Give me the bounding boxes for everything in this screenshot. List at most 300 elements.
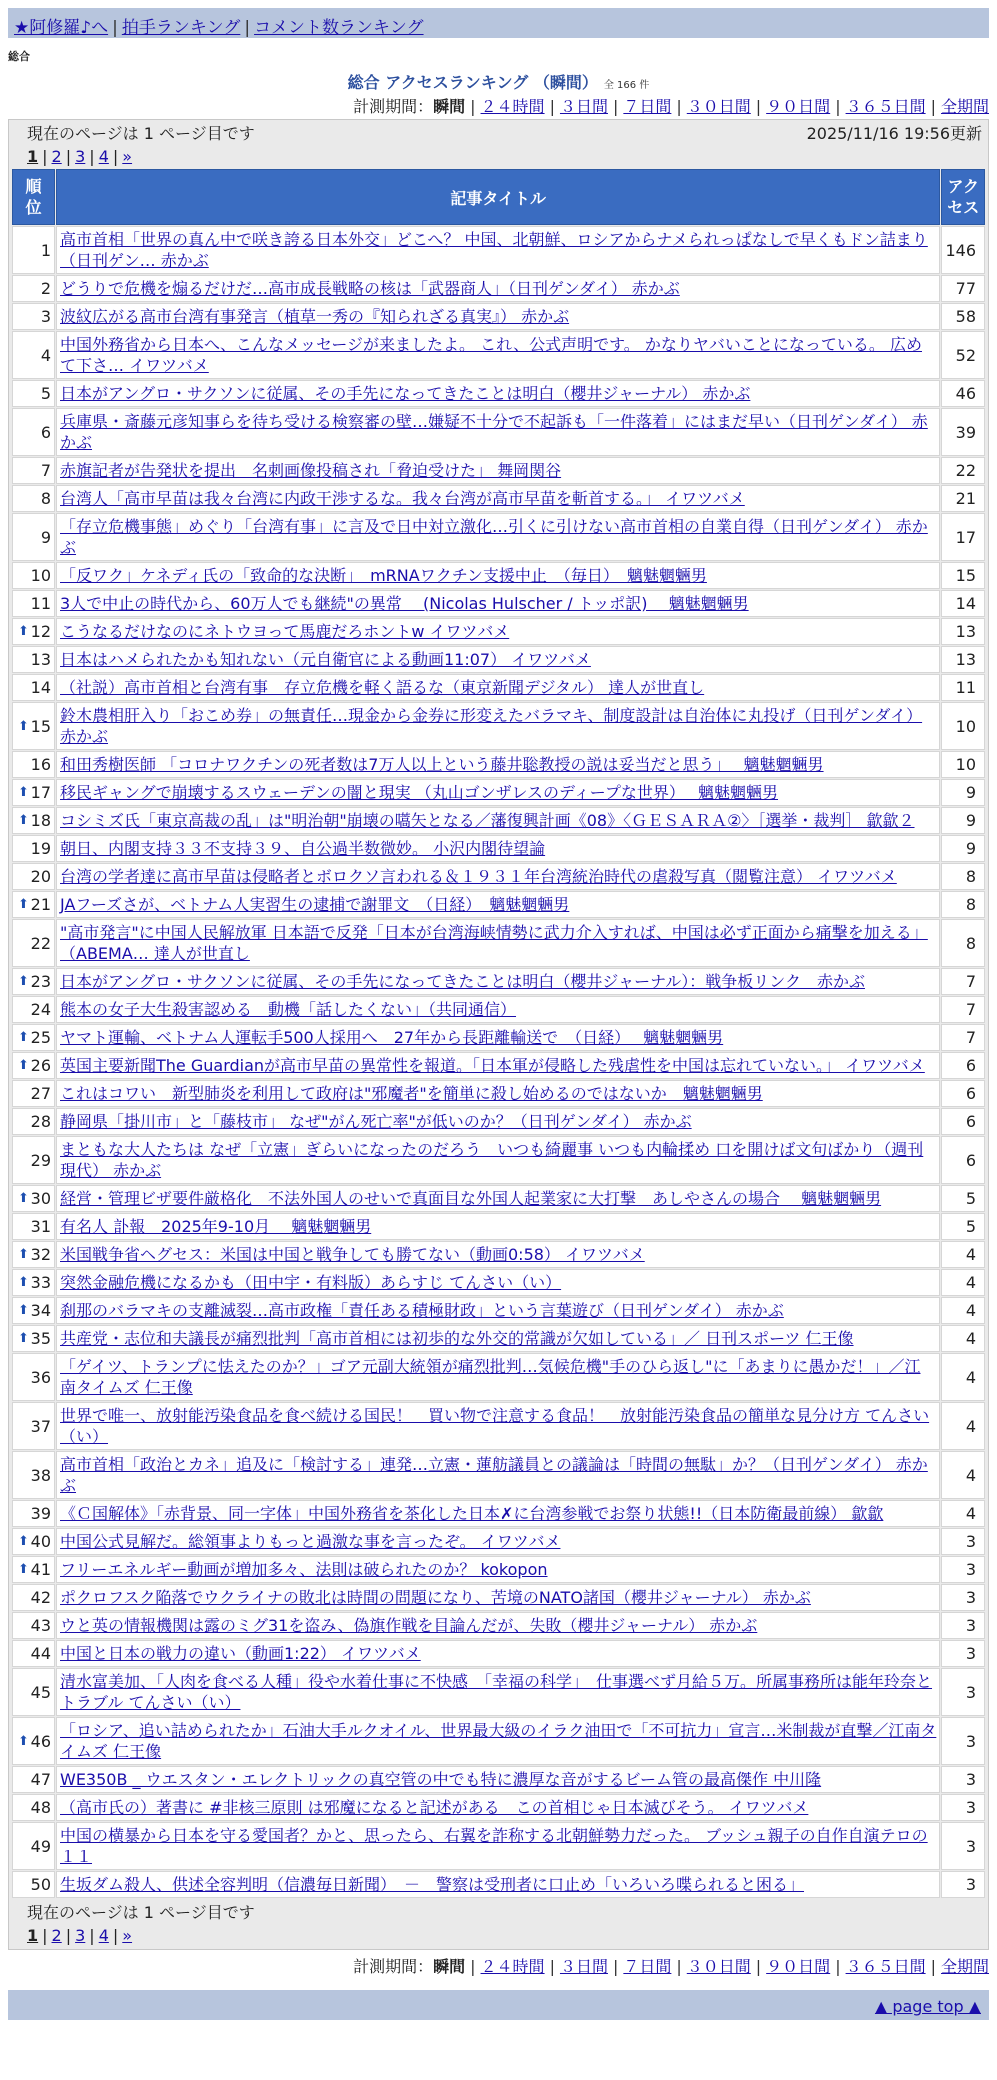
article-link[interactable]: 高市首相「政治とカネ」追及に「検討する」連発…立憲・蓮舫議員との議論は「時間の無駄」か？（日刊ゲンダイ） 赤かぶ [60,1455,928,1495]
table-header-row [12,169,985,225]
title-cell [56,702,940,750]
rank-up-icon: ⬆ [18,1191,29,1206]
rank-up-icon: ⬆ [18,1247,29,1262]
title-cell [56,1528,940,1555]
pager-page-2-bottom[interactable]: 2 [51,1925,62,1945]
rank-cell [12,1640,55,1667]
rank-number: 25 [30,1028,51,1047]
rank-cell [12,1297,55,1324]
title-cell [56,1353,940,1401]
title-cell [56,1668,940,1716]
table-row [12,968,985,995]
title-cell [56,1108,940,1135]
article-link[interactable]: 中国と日本の戦力の違い（動画1:22） イワツバメ [60,1644,421,1663]
rank-number: 49 [30,1836,51,1856]
rank-cell [12,1451,55,1499]
page-info: 現在のページは 1 ページ目です [27,123,255,143]
pager-current: 1 [27,146,39,166]
rank-number: 19 [30,839,51,858]
article-link[interactable]: 「存立危機事態」めぐり「台湾有事」に言及で日中対立激化…引くに引けない高市首相の自業自得（日刊ゲンダイ） 赤かぶ [60,517,928,557]
rank-cell [12,1136,55,1184]
period-option-5-bottom[interactable]: ３６５日間 [845,1957,926,1976]
period-option-3[interactable]: ３０日間 [686,97,751,116]
pager-page-4-bottom[interactable]: 4 [98,1925,109,1945]
table-row [12,1185,985,1212]
pager-sep: | [89,146,95,166]
title-cell [56,1024,940,1051]
rank-cell [12,1871,55,1898]
period-sep: | [835,1957,841,1976]
title-cell [56,1822,940,1870]
rank-number: 30 [30,1189,51,1208]
period-option-0[interactable]: ２４時間 [480,97,545,116]
pager-sep: | [42,1925,48,1945]
article-link[interactable]: JAフーズさが、ベトナム人実習生の逮捕で謝罪文 （日経） 魑魅魍魎男 [60,895,570,914]
pager-next[interactable]: » [122,146,133,166]
rank-cell [12,968,55,995]
period-label: 計測期間： [353,97,434,116]
rank-cell [12,1668,55,1716]
table-row [12,1024,985,1051]
article-link[interactable]: 日本がアングロ・サクソンに従属、その手先になってきたことは明白（櫻井ジャーナル）：戦争板リンク 赤かぶ [60,972,865,991]
period-sep: | [612,1957,619,1976]
rank-cell [12,702,55,750]
title-cell [56,1136,940,1184]
title-cell [56,1402,940,1450]
hits-cell: 21 [941,485,985,512]
title-cell [56,562,940,589]
rank-up-icon: ⬆ [18,1331,29,1346]
title-cell [56,1556,940,1583]
rank-cell [12,891,55,918]
hits-cell: 4 [941,1402,985,1450]
hits-cell: 77 [941,275,985,302]
table-row [12,618,985,645]
rank-cell [12,779,55,806]
article-link[interactable]: 《Ｃ国解体》「赤背景、同一字体」中国外務省を茶化した日本✗に台湾参戦でお祭り状態!!（日本防衛最前線） 歙歙 [60,1504,884,1523]
period-sep: | [470,97,476,116]
hits-cell: 13 [941,646,985,673]
rank-number: 39 [30,1504,51,1523]
page-top-link[interactable]: ▲ page top ▲ [874,1997,981,2016]
hits-cell: 4 [941,1297,985,1324]
clap-ranking-link[interactable]: 拍手ランキング [121,18,241,38]
period-option-2-bottom[interactable]: ７日間 [623,1957,672,1976]
title-cell [56,618,940,645]
title-cell [56,1451,940,1499]
table-row [12,646,985,673]
hits-cell: 7 [941,1024,985,1051]
table-row [12,513,985,561]
article-link[interactable]: 熊本の女子大生殺害認める 動機「話したくない」（共同通信） [60,1000,517,1019]
rank-up-icon: ⬆ [18,1303,29,1318]
rank-number: 17 [30,783,51,802]
title-cell [56,226,940,274]
hits-cell: 14 [941,590,985,617]
period-option-0-bottom[interactable]: ２４時間 [480,1957,545,1976]
article-link[interactable]: 日本はハメられたかも知れない（元自衛官による動画11:07） イワツバメ [60,650,591,669]
title-cell [56,1794,940,1821]
rank-number: 35 [30,1329,51,1348]
hits-cell: 10 [941,751,985,778]
article-link[interactable]: 日本がアングロ・サクソンに従属、その手先になってきたことは明白（櫻井ジャーナル） 赤かぶ [60,384,751,403]
rank-number: 13 [30,650,51,669]
article-link[interactable]: 生坂ダム殺人、供述全容判明（信濃毎日新聞） － 警察は受刑者に口止め「いろいろ喋られると困る」 [60,1875,805,1894]
article-link[interactable]: ヤマト運輸、ベトナム人運転手500人採用へ 27年から長距離輸送で （日経） 魑魅魍魎男 [60,1028,724,1047]
title-cell [56,919,940,967]
rank-cell [12,303,55,330]
period-sep: | [549,97,555,116]
rank-number: 26 [30,1056,51,1075]
title-cell [56,891,940,918]
article-link[interactable]: 米国戦争省ヘグセス：米国は中国と戦争しても勝てない（動画0:58） イワツバメ [60,1245,645,1264]
rank-cell [12,863,55,890]
article-link[interactable]: 移民ギャングで崩壊するスウェーデンの闇と現実 （丸山ゴンザレスのディープな世界） 魑魅魍魎男 [60,783,779,802]
rank-number: 43 [30,1616,51,1635]
rank-up-icon: ⬆ [18,624,29,639]
article-link[interactable]: 朝日、内閣支持３３不支持３９、自公過半数微妙。 小沢内閣待望論 [60,839,546,858]
hits-cell: 7 [941,996,985,1023]
title-cell [56,1766,940,1793]
period-sep: | [676,97,682,116]
article-link[interactable]: 高市首相「世界の真ん中で咲き誇る日本外交」どこへ？ 中国、北朝鮮、ロシアからナメられっぱなしで早くもドン詰まり（日刊ゲン… 赤かぶ [60,230,928,270]
table-row [12,331,985,379]
rank-cell [12,457,55,484]
pager-bottom [11,1923,986,1947]
article-link[interactable]: （社説）高市首相と台湾有事 存立危機を軽く語るな（東京新聞デジタル） 達人が世直し [60,678,705,697]
hits-cell: 4 [941,1241,985,1268]
article-link[interactable]: これはコワい 新型肺炎を利用して政府は"邪魔者"を簡単に殺し始めるのではないか 魑魅魍魎男 [60,1084,763,1103]
period-sep: | [930,1957,936,1976]
rank-cell [12,275,55,302]
title-cell [56,331,940,379]
pager-sep: | [65,1925,72,1945]
updated-time: 2025/11/16 19:56更新 [806,123,982,143]
rank-number: 18 [30,811,51,830]
table-row [12,1402,985,1450]
table-row [12,562,985,589]
rank-number: 27 [30,1084,51,1103]
table-row [12,380,985,407]
rank-cell [12,1325,55,1352]
period-option-6-bottom[interactable]: 全期間 [940,1957,989,1976]
table-row [12,1640,985,1667]
article-link[interactable]: 世界で唯一、放射能汚染食品を食べ続ける国民！ 買い物で注意する食品！ 放射能汚染食品の簡単な見分け方 てんさい（い） [60,1406,930,1446]
article-link[interactable]: （高市氏の）著書に #非核三原則 は邪魔になると記述がある この首相じゃ日本滅びそう。 イワツバメ [60,1798,809,1817]
pager-sep: | [112,146,119,166]
table-row [12,1052,985,1079]
rank-cell [12,1024,55,1051]
title-cell [56,408,940,456]
title-cell [56,1269,940,1296]
article-link[interactable]: 刹那のバラマキの支離滅裂…高市政権「責任ある積極財政」という言葉遊び（日刊ゲンダイ） 赤かぶ [60,1301,784,1320]
article-link[interactable]: 中国の横暴から日本を守る愛国者？かと、思ったら、右翼を詐称する北朝鮮勢力だった。 ブッシュ親子の自作自演テロの１１ [60,1826,928,1866]
title-cell [56,779,940,806]
hits-cell: 3 [941,1612,985,1639]
rank-number: 42 [30,1588,51,1607]
table-row [12,702,985,750]
table-row [12,1528,985,1555]
article-link[interactable]: 清水富美加、「人肉を食べる人種」役や水着仕事に不快感 「幸福の科学」 仕事選べず月給５万。所属事務所は能年玲奈とトラブル てんさい（い） [60,1672,933,1712]
period-sep: | [755,1957,762,1976]
rank-cell [12,513,55,561]
article-link[interactable]: WE350B _ ウエスタン・エレクトリックの真空管の中でも特に濃厚な音がするビーム管の最高傑作 中川隆 [60,1770,822,1789]
hits-cell: 46 [941,380,985,407]
title-cell [56,1717,940,1765]
article-link[interactable]: "高市発言"に中国人民解放軍 日本語で反発「日本が台湾海峡情勢に武力介入すれば、中国は必ず正面から痛撃を加える」（ABEMA… 達人が世直し [60,923,928,963]
article-link[interactable]: 波紋広がる高市台湾有事発言（植草一秀の『知られざる真実』） 赤かぶ [60,307,570,326]
pager-sep: | [65,146,72,166]
rank-cell [12,1269,55,1296]
total-count: 全 166 件 [603,80,650,91]
title-cell [56,1241,940,1268]
hits-cell: 3 [941,1640,985,1667]
rank-number: 15 [30,716,51,736]
hits-cell: 9 [941,835,985,862]
rank-cell [12,646,55,673]
period-option-2[interactable]: ７日間 [623,97,672,116]
title-cell [56,1080,940,1107]
rank-number: 46 [30,1731,51,1751]
hits-cell: 6 [941,1080,985,1107]
period-sep: | [549,1957,555,1976]
table-row [12,1297,985,1324]
article-link[interactable]: 「ロシア、追い詰められたか」石油大手ルクオイル、世界最大級のイラク油田で「不可抗力」宣言…米制裁が直撃／江南タイムズ 仁王像 [60,1721,937,1761]
title-cell [56,1871,940,1898]
period-option-6[interactable]: 全期間 [940,97,989,116]
article-link[interactable]: 英国主要新聞The Guardianが高市早苗の異常性を報道。「日本軍が侵略した残虐性を中国は忘れていない。」 イワツバメ [60,1056,925,1075]
hits-cell: 8 [941,891,985,918]
article-link[interactable]: 中国外務省から日本へ、こんなメッセージが来ましたよ。 これ、公式声明です。 かなりヤバいことになっている。 広めて下さ… イワツバメ [60,335,922,375]
hits-cell: 8 [941,919,985,967]
title-cell [56,457,940,484]
pager-page-3-bottom[interactable]: 3 [75,1925,86,1945]
period-sep: | [612,97,619,116]
rank-number: 24 [30,1000,51,1019]
period-option-4[interactable]: ９０日間 [766,97,831,116]
table-row [12,1325,985,1352]
pager-next-bottom[interactable]: » [122,1925,133,1945]
pager-page-2[interactable]: 2 [51,146,62,166]
rank-up-icon: ⬆ [18,1275,29,1290]
period-option-3-bottom[interactable]: ３０日間 [686,1957,751,1976]
rank-number: 6 [40,422,51,442]
period-option-1-bottom[interactable]: ３日間 [559,1957,608,1976]
rank-number: 31 [30,1217,51,1236]
table-row [12,1584,985,1611]
hits-cell: 3 [941,1717,985,1765]
hits-cell: 7 [941,968,985,995]
hits-cell: 39 [941,408,985,456]
rank-up-icon: ⬆ [18,1534,29,1549]
rank-number: 37 [30,1416,51,1436]
table-row [12,919,985,967]
hits-cell: 11 [941,674,985,701]
rank-number: 23 [30,972,51,991]
title-cell [56,1612,940,1639]
title-cell [56,303,940,330]
rank-cell [12,1080,55,1107]
article-link[interactable]: 中国公式見解だ。総領事よりもっと過激な事を言ったぞ。 イワツバメ [60,1532,561,1551]
table-row [12,674,985,701]
pager-page-4[interactable]: 4 [98,146,109,166]
hits-cell: 3 [941,1556,985,1583]
article-link[interactable]: 和田秀樹医師 「コロナワクチンの死者数は7万人以上という藤井聡教授の説は妥当だと思う」 魑魅魍魎男 [60,755,824,774]
table-row [12,779,985,806]
hits-cell: 5 [941,1213,985,1240]
rank-cell [12,562,55,589]
col-rank-header: 順 位 [12,169,55,225]
home-link[interactable]: ★阿修羅♪へ [14,18,109,38]
table-row [12,1213,985,1240]
rank-cell [12,996,55,1023]
table-row [12,1822,985,1870]
col-hits-header: アク セス [941,169,985,225]
rank-up-icon: ⬆ [18,718,29,734]
title-cell [56,1584,940,1611]
page-title-text: 総合 アクセスランキング （瞬間） [347,73,598,92]
period-option-5[interactable]: ３６５日間 [845,97,926,116]
table-row [12,996,985,1023]
article-link[interactable]: フリーエネルギー動画が増加多々、法則は破られたのか？ kokopon [60,1560,548,1579]
article-link[interactable]: 兵庫県・斎藤元彦知事らを待ち受ける検察審の壁…嫌疑不十分で不起訴も「一件落着」にはまだ早い（日刊ゲンダイ） 赤かぶ [60,412,928,452]
title-cell [56,1052,940,1079]
period-sep: | [470,1957,476,1976]
article-link[interactable]: 赤旗記者が告発状を提出 名刺画像投稿され「脅迫受けた」 舞岡関谷 [60,461,562,480]
title-cell [56,1297,940,1324]
article-link[interactable]: 突然金融危機になるかも（田中宇・有料版）あらすじ てんさい（い） [60,1273,562,1292]
rank-up-icon: ⬆ [18,897,29,912]
rank-cell [12,590,55,617]
article-link[interactable]: コシミズ氏「東京高裁の乱」は"明治朝"崩壊の嚆矢となる／藩復興計画《08》〈ＧＥＳＡＲＡ②〉［選挙・裁判］ 歙歙２ [60,811,915,830]
hits-cell: 10 [941,702,985,750]
hits-cell: 22 [941,457,985,484]
rank-cell [12,835,55,862]
rank-number: 20 [30,867,51,886]
rank-cell [12,1556,55,1583]
rank-up-icon: ⬆ [18,1030,29,1045]
rank-number: 28 [30,1112,51,1131]
rank-cell [12,1794,55,1821]
rank-cell [12,1052,55,1079]
article-link[interactable]: 台湾人「高市早苗は我々台湾に内政干渉するな。我々台湾が高市早苗を斬首する。」 イワツバメ [60,489,745,508]
rank-number: 44 [30,1644,51,1663]
table-row [12,408,985,456]
title-cell [56,674,940,701]
pager-sep: | [112,1925,119,1945]
article-link[interactable]: こうなるだけなのにネトウヨって馬鹿だろホントw イワツバメ [60,622,510,641]
rank-number: 2 [40,279,51,298]
hits-cell: 3 [941,1871,985,1898]
rank-cell [12,919,55,967]
article-link[interactable]: 共産党・志位和夫議長が痛烈批判「高市首相には初歩的な外交的常識が欠如している」／ 日刊スポーツ 仁王像 [60,1329,854,1348]
table-row [12,1136,985,1184]
table-row [12,590,985,617]
rank-number: 10 [30,566,51,585]
title-cell [56,968,940,995]
article-link[interactable]: ポクロフスク陥落でウクライナの敗北は時間の問題になり、苦境のNATO諸国（櫻井ジャーナル） 赤かぶ [60,1588,811,1607]
title-cell [56,275,940,302]
table-row [12,807,985,834]
rank-number: 16 [30,755,51,774]
article-link[interactable]: まともな大人たちは なぜ「立憲」ぎらいになったのだろう いつも綺麗事 いつも内輪揉め 口を開けば文句ばかり（週刊現代） 赤かぶ [60,1140,924,1180]
table-row [12,1269,985,1296]
title-cell [56,1500,940,1527]
article-link[interactable]: 静岡県「掛川市」と「藤枝市」 なぜ"がん死亡率"が低いのか？（日刊ゲンダイ） 赤かぶ [60,1112,692,1131]
article-link[interactable]: 3人で中止の時代から、60万人でも継続"の異常 (Nicolas Hulscher / トッポ訳) 魑魅魍魎男 [60,594,749,613]
rank-cell [12,751,55,778]
hits-cell: 9 [941,779,985,806]
table-row [12,1108,985,1135]
top-nav-bar: ★阿修羅♪へ | 拍手ランキング | コメント数ランキング [8,8,989,38]
table-row [12,1556,985,1583]
page-info-bar-bottom [11,1899,986,1923]
pager-sep: | [42,146,48,166]
title-cell [56,863,940,890]
title-cell [56,1185,940,1212]
article-link[interactable]: どうりで危機を煽るだけだ…高市成長戦略の核は「武器商人」（日刊ゲンダイ） 赤かぶ [60,279,680,298]
rank-number: 9 [40,527,51,547]
article-link[interactable]: ウと英の情報機関は露のミグ31を盗み、偽旗作戦を目論んだが、失敗（櫻井ジャーナル） 赤かぶ [60,1616,758,1635]
rank-cell [12,1766,55,1793]
rank-number: 1 [40,240,51,260]
period-option-1[interactable]: ３日間 [559,97,608,116]
rank-number: 40 [30,1532,51,1551]
period-option-4-bottom[interactable]: ９０日間 [766,1957,831,1976]
rank-cell [12,1185,55,1212]
article-link[interactable]: 「ゲイツ、トランプに怯えたのか？」ゴア元副大統領が痛烈批判…気候危機"手のひら返し"に「あまりに愚かだ！」／江南タイムズ 仁王像 [60,1357,921,1397]
rank-up-icon: ⬆ [18,785,29,800]
article-link[interactable]: 経営・管理ビザ要件厳格化 不法外国人のせいで真面目な外国人起業家に大打撃 あしやさんの場合 魑魅魍魎男 [60,1189,882,1208]
article-link[interactable]: 台湾の学者達に高市早苗は侵略者とボロクソ言われる＆１９３１年台湾統治時代の虐殺写真（閲覧注意） イワツバメ [60,867,897,886]
pager-sep: | [89,1925,95,1945]
rank-number: 5 [40,384,51,403]
rank-number: 21 [30,895,51,914]
hits-cell: 6 [941,1108,985,1135]
hits-cell: 4 [941,1451,985,1499]
rank-cell [12,1108,55,1135]
title-cell [56,646,940,673]
article-link[interactable]: 有名人 訃報 2025年9-10月 魑魅魍魎男 [60,1217,372,1236]
hits-cell: 4 [941,1353,985,1401]
article-link[interactable]: 「反ワク」ケネディ氏の「致命的な決断」 mRNAワクチン支援中止 （毎日） 魑魅魍魎男 [60,566,707,585]
title-cell [56,996,940,1023]
hits-cell: 3 [941,1668,985,1716]
rank-cell [12,1612,55,1639]
hits-cell: 3 [941,1584,985,1611]
rank-number: 7 [40,461,51,480]
rank-number: 33 [30,1273,51,1292]
hits-cell: 4 [941,1500,985,1527]
hits-cell: 9 [941,807,985,834]
article-link[interactable]: 鈴木農相肝入り「おこめ券」の無責任…現金から金券に形変えたバラマキ、制度設計は自治体に丸投げ（日刊ゲンダイ） 赤かぶ [60,706,923,746]
period-selector [8,94,989,116]
pager-page-3[interactable]: 3 [75,146,86,166]
table-row [12,1766,985,1793]
rank-number: 12 [30,622,51,641]
table-row [12,1080,985,1107]
title-cell [56,807,940,834]
rank-number: 45 [30,1682,51,1702]
title-cell [56,590,940,617]
rank-cell [12,408,55,456]
rank-cell [12,807,55,834]
rank-cell [12,1213,55,1240]
period-label-bottom: 計測期間： [353,1957,434,1976]
comment-ranking-link[interactable]: コメント数ランキング [254,18,424,38]
table-row [12,1668,985,1716]
ranking-table [11,168,986,1899]
